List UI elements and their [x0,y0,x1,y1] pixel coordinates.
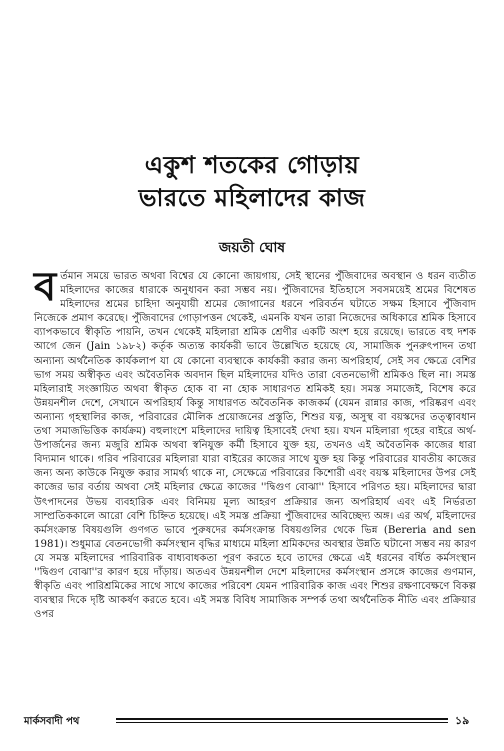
body-paragraph: র্তমান সময়ে ভারত অথবা বিশ্বের যে কোনো জায়গায়, সেই স্থানের পুঁজিবাদের অবস্থান ও ধরন ব্যতীত মহিলাদের কাজের ধারাকে অনুধাবন করা সম্ভব নয়। পুঁজিবাদের ইতিহাসে সবসময়েই শ্রমের বিশেষত মহিলাদের শ্রমের চাহিদা অনুযায়ী শ্রমের জোগানের ধরনে পরিবর্তন ঘটাতে সক্ষম হিসাবে পুঁজিবাদ নিজেকে প্রমাণ করেছে। পুঁজিবাদের গোড়াপত্তন থেকেই, এমনকি যখন তারা নিজেদের অধিকারে শ্রমিক হিসাবে ব্যাপকভাবে স্বীকৃতি পায়নি, তখন থেকেই মহিলারা শ্রমিক শ্রেণীর একটি অংশ হয়ে রয়েছে। ভারতে বহু দশক আগে জেন (Jain ১৯৮২) কর্তৃক অত্যন্ত কার্যকরী ভাবে উল্লেখিত হয়েছে যে, সামাজিক পুনরুৎপাদন তথা অন্যান্য অর্থনৈতিক কার্যকলাপ যা যে কোনো ব্যবস্থাকে কার্যকরী করার জন্য অপরিহার্য, সেই সব ক্ষেত্রে বেশির ভাগ সময় অস্বীকৃত এবং অবৈতনিক অবদান ছিল মহিলাদের যদিও তারা বেতনভোগী শ্রমিকও ছিল না। সমস্ত মহিলারাই সংজ্ঞায়িত অথবা স্বীকৃত হোক বা না হোক সাধারণত শ্রমিকই হয়। সমস্ত সমাজেই, বিশেষ করে উন্নয়নশীল দেশে, সেখানে অপরিহার্য কিন্তু সাধারণত অবৈতনিক কাজকর্ম (যেমন রান্নার কাজ, পরিষ্করণ এবং অন্যান্য গৃহস্থালির কাজ, পরিবারের মৌলিক প্রয়োজনের প্রস্তুতি, শিশুর যত্ন, অসুস্থ বা বয়স্কদের তত্ত্বাবধান তথা সমাজভিত্তিক কার্যক্রম) বহুলাংশে মহিলাদের দায়িত্ব হিসাবেই দেখা হয়। যখন মহিলারা গৃহের বাইরে অর্থ-উপার্জনের জন্য মজুরি শ্রমিক অথবা স্বনিযুক্ত কর্মী হিসাবে যুক্ত হয়, তখনও এই অবৈতনিক কাজের ধারা বিদ্যমান থাকে। গরিব পরিবারের মহিলারা যারা বাইরের কাজের সাথে যুক্ত হয় কিন্তু পরিবারের যাবতীয় কাজের জন্য অন্য কাউকে নিযুক্ত করার সামর্থ্য থাকে না, সেক্ষেত্রে পরিবারের কিশোরী এবং বয়স্ক মহিলাদের উপর সেই কাজের ভার বর্তায় অথবা সেই মহিলার ক্ষেত্রে কাজের ''দ্বিগুণ বোঝা'' হিসাবে পরিণত হয়। মহিলাদের দ্বারা উৎপাদনের উভয় ব্যবহারিক এবং বিনিময় মূল্য আহরণ প্রক্রিয়ার জন্য অপরিহার্য এবং এই নির্ভরতা সাম্প্রতিককালে আরো বেশি চিহ্নিত হয়েছে। এই সমস্ত প্রক্রিয়া পুঁজিবাদের অবিচ্ছেদ্য অঙ্গ। এর অর্থ, মহিলাদের কর্মসংক্রান্ত বিষয়গুলি গুণগত ভাবে পুরুষদের কর্মসংক্রান্ত বিষয়গুলির থেকে ভিন্ন (Bereria and sen 1981)। শুধুমাত্র বেতনভোগী কর্মসংস্থান বৃদ্ধির মাধ্যমে মহিলা শ্রমিকদের অবস্থার উন্নতি ঘটানো সম্ভব নয় কারণ যে সমস্ত মহিলাদের পারিবারিক বাধ্যবাধকতা পূরণ করতে হবে তাদের ক্ষেত্রে এই ধরনের বর্ধিত কর্মসংস্থান ''দ্বিগুণ বোঝা''র কারণ হয়ে দাঁড়ায়। অতএব উন্নয়নশীল দেশে মহিলাদের কর্মসংস্থান প্রসঙ্গে কাজের গুণমান, স্বীকৃতি এবং পারিশ্রমিকের সাথে সাথে কাজের পরিবেশ যেমন পারিবারিক কাজ এবং শিশুর রক্ষণাবেক্ষণে বিকল্প ব্যবস্থার দিকে দৃষ্টি আকর্ষণ করতে হবে। এই সমস্ত বিবিধ সামাজিক সম্পর্ক তথা অর্থনৈতিক নীতি এবং প্রক্রিয়ার ওপর [34,271,476,621]
article-author: জয়তী ঘোষ [218,240,286,256]
drop-cap: ব [34,264,57,310]
article-body [34,264,476,622]
footer-rule [116,718,448,723]
article-title-line-1: একুশ শতকের গোড়ায় [144,151,360,179]
page-number: ১৯ [455,714,470,727]
article-title-line-2: ভারতে মহিলাদের কাজ [138,184,366,212]
journal-name: মার্কসবাদী পথ [24,716,80,727]
